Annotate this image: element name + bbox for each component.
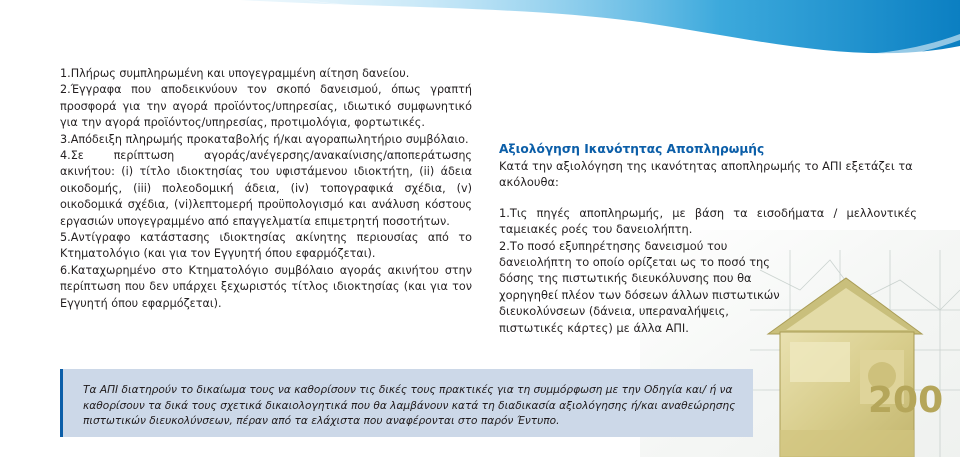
- list-item: 4.Σε περίπτωση αγοράς/ανέγερσης/ανακαίνισης/αποπεράτωσης ακινήτου: (i) τίτλο ιδιοκτησίας του υφιστάμενου ιδιοκτήτη, (ii) άδεια οικοδομής, (iii) πολεοδομική άδεια, (iv) τοπογραφικά σχέδια, (v) οικοδομικά σχέδια, (vi)λεπτομερή προϋπολογισμό και ανάλυση κόστους εργασιών υπογεγραμμένο από επαγγελματία επιμετρητή ποσοτήτων.: [60, 149, 472, 228]
- assessment-item: 2.Το ποσό εξυπηρέτησης δανεισμού του δανειολήπτη το οποίο ορίζεται ως το ποσό της δόσης της πιστωτικής διευκόλυνσης που θα χορηγηθεί πλέον των δόσεων άλλων πιστωτικών διευκολύνσεων (δάνεια, υπεραναλήψεις, πιστωτικές κάρτες) με άλλα ΑΠΙ.: [499, 238, 780, 335]
- list-item: 3.Απόδειξη πληρωμής προκαταβολής ή/και αγοραπωλητήριο συμβόλαιο.: [60, 132, 469, 146]
- banknote-200-icon: 200: [868, 380, 944, 421]
- documents-list: [60, 66, 472, 312]
- list-item: 6.Καταχωρημένο στο Κτηματολόγιο συμβόλαιο αγοράς ακινήτου στην περίπτωση που δεν υπάρχει ξεχωριστός τίτλος ιδιοκτησίας (και για τον Εγγυητή όπου εφαρμόζεται).: [60, 263, 472, 310]
- list-item: 1.Πλήρως συμπληρωμένη και υπογεγραμμένη αίτηση δανείου.: [60, 67, 410, 80]
- footer-note-box: [60, 369, 753, 437]
- section-intro: Κατά την αξιολόγηση της ικανότητας αποπληρωμής το ΑΠΙ εξετάζει τα ακόλουθα:: [499, 159, 913, 190]
- list-item: 5.Αντίγραφο κατάστασης ιδιοκτησίας ακίνητης περιουσίας από το Κτηματολόγιο (και για τον Εγγυητή όπου εφαρμόζεται).: [60, 231, 472, 261]
- footer-note: Τα ΑΠΙ διατηρούν το δικαίωμα τους να καθορίσουν τις δικές τους πρακτικές για τη συμμόρφωση με την Οδηγία και/ ή να καθορίσουν τα δικά τους σχετικά δικαιολογητικά που θα λαμβάνουν κατά τη διαδικασία αξιολόγησης ή/και αναθεώρησης πιστωτικών διευκολύνσεων, πέραν από τα ελάχιστα που αναφέρονται στο παρόν Έντυπο.: [83, 384, 736, 428]
- list-item: 2.Έγγραφα που αποδεικνύουν τον σκοπό δανεισμού, όπως γραπτή προσφορά για την αγορά προϊόντος/υπηρεσίας, ιδιωτικό συμφωνητικό για την αγορά προϊόντος/υπηρεσίας, προτιμολόγια, φορτωτικές.: [60, 83, 472, 130]
- assessment-item: 1.Τις πηγές αποπληρωμής, με βάση τα εισοδήματα / μελλοντικές ταμειακές ροές του δανειολήπτη.: [499, 205, 917, 237]
- section-heading: Αξιολόγηση Ικανότητας Αποπληρωμής: [499, 142, 765, 156]
- assessment-section: [499, 141, 917, 336]
